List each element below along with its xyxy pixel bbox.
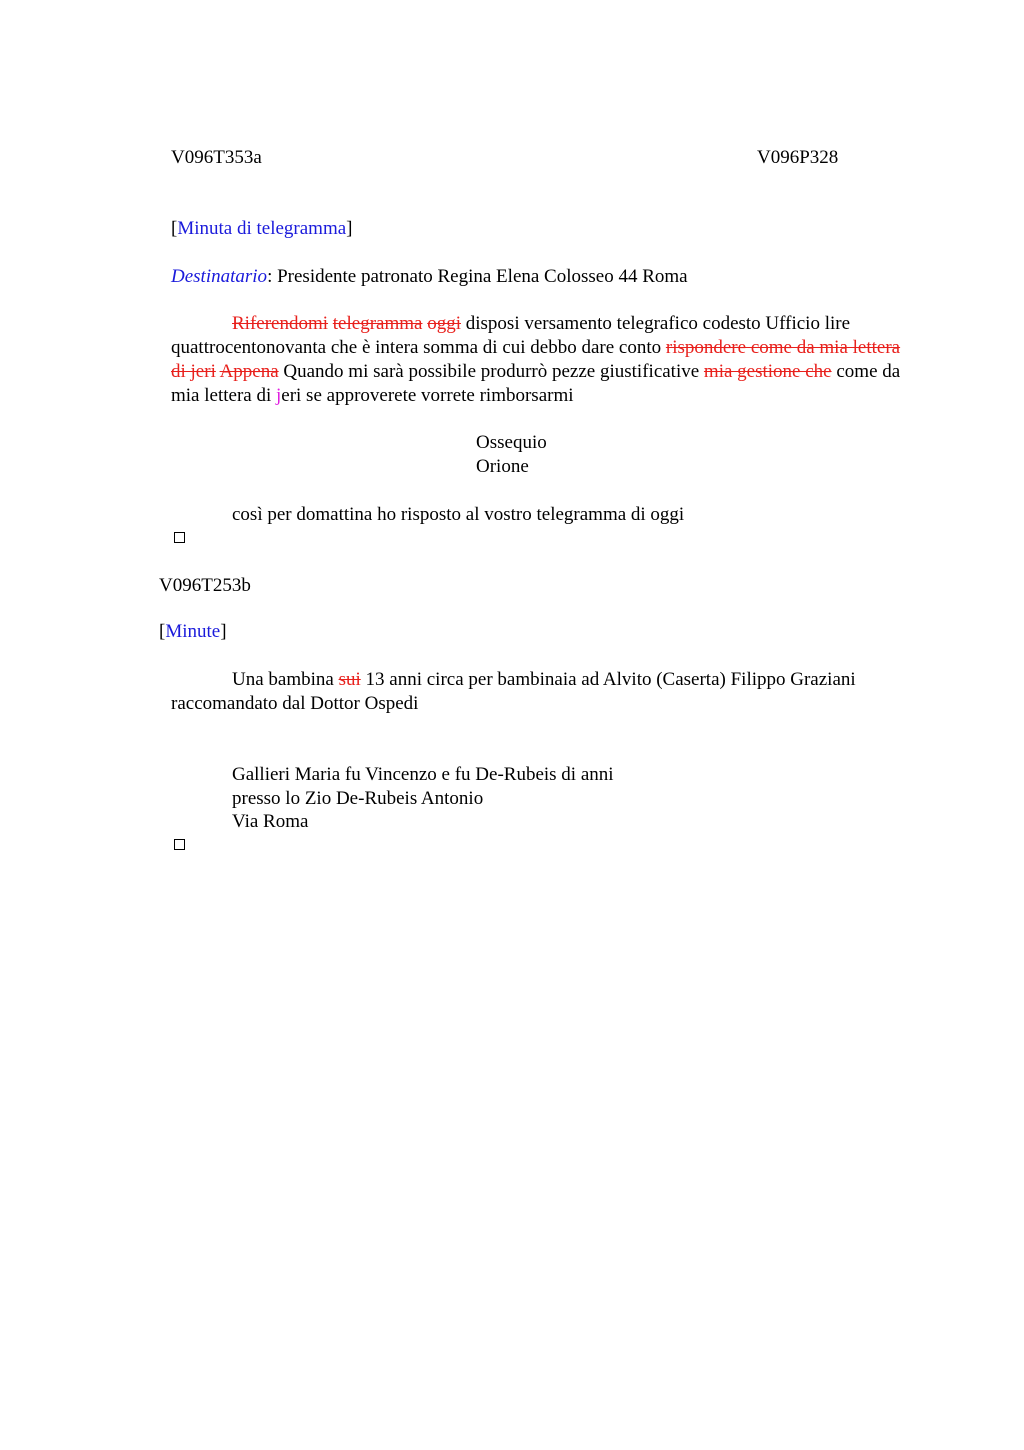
recipient-text: : Presidente patronato Regina Elena Colosseo 44 Roma [267,266,688,287]
body-text: disposi versamento telegrafico codesto Ufficio lire quattrocentonovanta che è intera somma di cui debbo dare conto [171,313,851,358]
page-code: V096P328 [757,147,839,168]
deleted-text: Riferendomi [232,313,329,334]
heading-label: Minute [165,621,221,642]
heading-bracket-open: [ [171,218,178,239]
body-text: eri se approverete vorrete rimborsarmi [281,385,574,406]
deleted-text: mia gestione che [703,361,832,382]
address-line: Gallieri Maria fu Vincenzo e fu De-Rubeis di anni [232,764,614,785]
document-heading [171,217,353,241]
box-symbol-icon [174,532,185,543]
signature: Orione [476,456,529,477]
recipient-label: Destinatario [171,266,268,287]
box-symbol-icon [174,839,185,850]
heading-bracket-close: ] [220,621,227,642]
body-text: 13 anni circa per bambinaia ad Alvito (Caserta) Filippo Graziani raccomandato dal Dottor Ospedi [171,669,856,714]
heading-label: Minuta di telegramma [177,218,347,239]
deleted-text: telegramma [332,313,423,334]
heading-bracket-open: [ [159,621,166,642]
deleted-text: rispondere come da mia lettera di jeri [171,337,901,382]
document-code: V096T253b [159,575,251,596]
deleted-text: sui [338,669,361,690]
note-text: così per domattina ho risposto al vostro telegramma di oggi [232,504,685,525]
document-heading [159,620,227,644]
document-code: V096T353a [171,147,262,168]
heading-bracket-close: ] [346,218,353,239]
minute-body [171,668,916,716]
body-text: Quando mi sarà possibile produrrò pezze giustificative [278,361,704,382]
recipient-line [171,265,688,289]
deleted-text: oggi [427,313,461,334]
body-text: Una bambina [232,669,339,690]
corrected-letter: j [275,385,282,406]
body-text: come da mia lettera di [171,361,901,406]
closing-greeting: Ossequio [476,432,547,453]
address-line: presso lo Zio De-Rubeis Antonio [232,788,484,809]
deleted-text: Appena [219,361,279,382]
telegram-body [171,312,916,408]
address-line: Via Roma [232,811,309,832]
